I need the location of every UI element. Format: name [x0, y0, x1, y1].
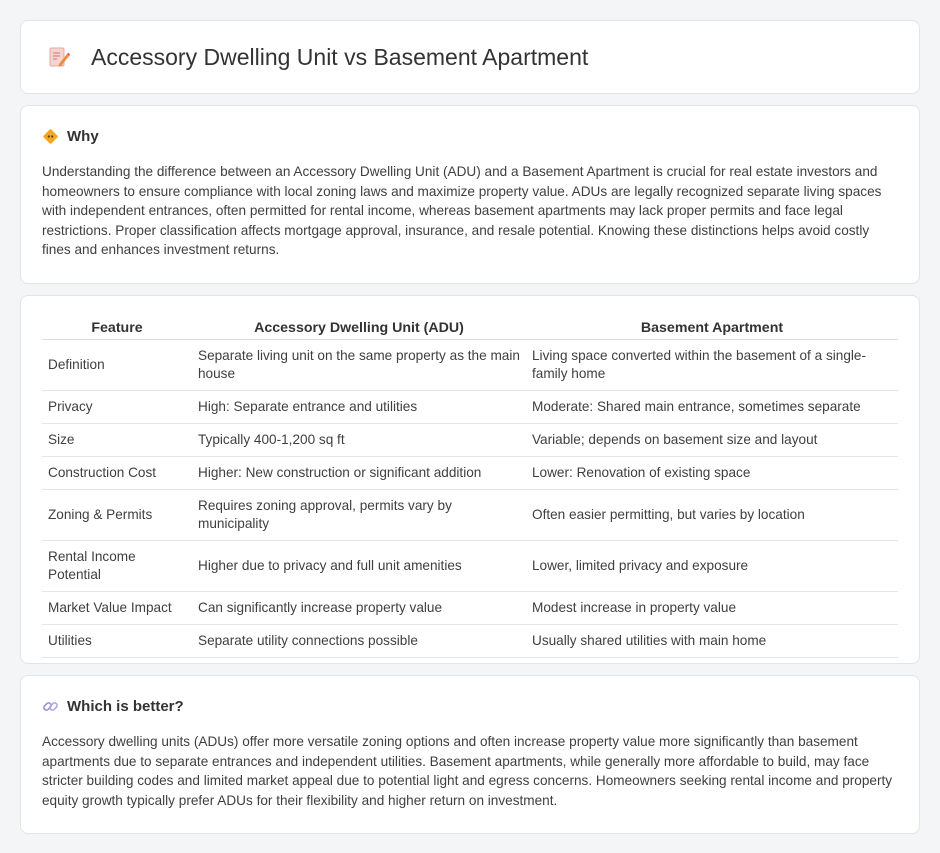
header-adu: Accessory Dwelling Unit (ADU) [192, 318, 526, 339]
cell-feature: Zoning & Permits [42, 489, 192, 540]
cell-adu: Requires zoning approval, permits vary by municipality [192, 489, 526, 540]
comparison-table [42, 318, 898, 658]
cell-basement: Often easier permitting, but varies by location [526, 489, 898, 540]
cell-basement: Usually shared utilities with main home [526, 624, 898, 657]
header-basement: Basement Apartment [526, 318, 898, 339]
table-row [42, 456, 898, 489]
page-title: Accessory Dwelling Unit vs Basement Apartment [91, 43, 589, 70]
table-row [42, 390, 898, 423]
cell-basement: Variable; depends on basement size and layout [526, 423, 898, 456]
which-better-text: Accessory dwelling units (ADUs) offer more versatile zoning options and often increase property value more significantly than basement apartments due to separate entrances and independent utilities. Basement apartments, while generally more affordable to build, may face stricter building codes and limited market appeal due to potential light and egress concerns. Homeowners seeking rental income and property equity growth typically prefer ADUs for their flexibility and higher return on investment. [42, 734, 893, 808]
why-section [20, 105, 920, 284]
cell-basement: Moderate: Shared main entrance, sometimes separate [526, 390, 898, 423]
table-row [42, 489, 898, 540]
why-title: Why [67, 128, 99, 145]
cell-feature: Definition [42, 339, 192, 390]
cell-feature: Size [42, 423, 192, 456]
cell-basement: Lower: Renovation of existing space [526, 456, 898, 489]
header-feature: Feature [42, 318, 192, 339]
why-text: Understanding the difference between an Accessory Dwelling Unit (ADU) and a Basement Apartment is crucial for real estate investors and homeowners to ensure compliance with local zoning laws and maximize property value. ADUs are legally recognized separate living spaces with independent entrances, often permitted for rental income, whereas basement apartments may lack proper permits and face legal restrictions. Proper classification affects mortgage approval, insurance, and resale potential. Knowing these distinctions helps avoid costly fines and enhances investment returns. [42, 164, 882, 258]
link-icon [42, 698, 59, 715]
which-better-section [20, 675, 920, 834]
header-card [20, 20, 920, 94]
edit-document-icon [47, 45, 71, 69]
cell-adu: High: Separate entrance and utilities [192, 390, 526, 423]
cell-adu: Separate utility connections possible [192, 624, 526, 657]
comparison-table-card [20, 295, 920, 664]
table-row [42, 339, 898, 390]
cell-feature: Market Value Impact [42, 591, 192, 624]
cell-feature: Rental Income Potential [42, 540, 192, 591]
table-row [42, 540, 898, 591]
road-sign-icon [42, 128, 59, 145]
cell-basement: Living space converted within the basement of a single-family home [526, 339, 898, 390]
cell-feature: Construction Cost [42, 456, 192, 489]
cell-feature: Utilities [42, 624, 192, 657]
cell-adu: Higher due to privacy and full unit amenities [192, 540, 526, 591]
cell-adu: Higher: New construction or significant addition [192, 456, 526, 489]
cell-adu: Separate living unit on the same property as the main house [192, 339, 526, 390]
cell-adu: Typically 400-1,200 sq ft [192, 423, 526, 456]
cell-basement: Lower, limited privacy and exposure [526, 540, 898, 591]
cell-basement: Modest increase in property value [526, 591, 898, 624]
which-better-title: Which is better? [67, 698, 184, 715]
cell-adu: Can significantly increase property value [192, 591, 526, 624]
table-row [42, 423, 898, 456]
cell-feature: Privacy [42, 390, 192, 423]
table-row [42, 591, 898, 624]
table-row [42, 624, 898, 657]
